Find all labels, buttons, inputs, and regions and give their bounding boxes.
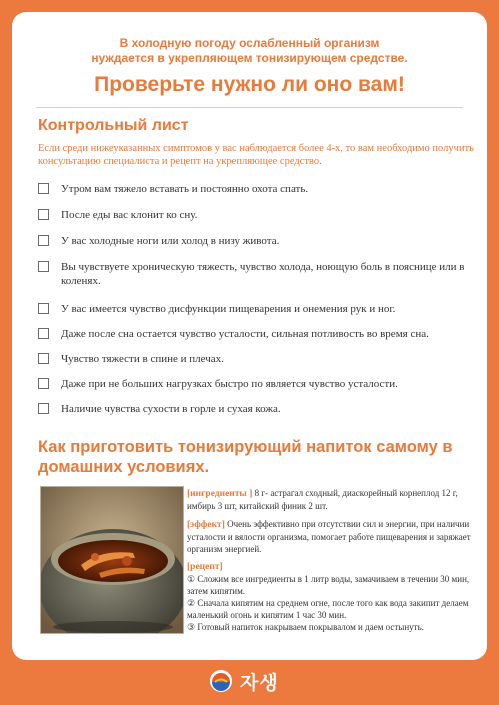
intro-line-2: нуждается в укрепляющем тонизирующем средстве. [91, 51, 408, 65]
checklist-item-label: Даже при не больших нагрузках быстро по является чувство усталости. [61, 378, 398, 390]
recipe-step: ① Сложим все ингредиенты в 1 литр воды, замачиваем в течении 30 мин, затем кипятим. [187, 574, 470, 596]
checklist-item[interactable] [38, 302, 468, 316]
recipe-section-title: Как приготовить тонизирующий напиток самому в домашних условиях. [38, 438, 453, 476]
checklist-item[interactable] [38, 402, 468, 416]
recipe-text [187, 487, 475, 633]
checklist-description: Если среди нижеуказанных симптомов у вас наблюдается более 4-х, то вам необходимо получить консультацию специалиста и рецепт на укрепляющее средство. [38, 143, 474, 167]
checklist-item[interactable] [38, 234, 468, 248]
checklist-item-label: У вас имеется чувство дисфункции пищеварения и онемения рук и ног. [61, 303, 396, 315]
recipe-label: [рецепт] [187, 562, 223, 572]
clay-pot-photo [40, 486, 184, 634]
checkbox-icon[interactable] [38, 235, 49, 246]
checklist-item[interactable] [38, 260, 468, 288]
checklist-item-label: Утром вам тяжело вставать и постоянно охота спать. [61, 183, 309, 195]
checkbox-icon[interactable] [38, 403, 49, 414]
ingredients-label: [ингредиенты ] [187, 489, 253, 499]
brand-text: 자생 [240, 671, 279, 694]
checklist-item[interactable] [38, 377, 468, 391]
checkbox-icon[interactable] [38, 328, 49, 339]
recipe-step: ③ Готовый напиток накрываем покрывалом и даем остынуть. [187, 622, 424, 632]
checklist-title: Контрольный лист [38, 117, 189, 134]
checkbox-icon[interactable] [38, 261, 49, 272]
checklist-item[interactable] [38, 327, 468, 341]
effect-label: [эффект] [187, 520, 225, 530]
checklist-item[interactable] [38, 208, 468, 222]
effect-text: Очень эффективно при отсутствии сил и энергии, при наличии усталости и вялости организма, помогает работе пищеварения и заряжает организм энергией. [187, 519, 471, 554]
jaseng-logo-icon [210, 670, 232, 692]
recipe-step: ② Сначала кипятим на среднем огне, после того как вода закипит делаем маленький огонь и кипятим 1 час 30 мин. [187, 598, 469, 620]
effect-paragraph [187, 518, 475, 555]
checkbox-icon[interactable] [38, 378, 49, 389]
content-card [12, 12, 487, 660]
checklist-item-label: Чувство тяжести в спине и плечах. [61, 353, 224, 365]
checkbox-icon[interactable] [38, 303, 49, 314]
checklist-item-label: Наличие чувства сухости в горле и сухая кожа. [61, 403, 281, 415]
checkbox-icon[interactable] [38, 183, 49, 194]
checklist-item-label: Даже после сна остается чувство усталости, сильная потливость во время сна. [61, 328, 429, 340]
ingredients-paragraph [187, 487, 475, 512]
ingredients-text: 8 г- астрагал сходный, диаскорейный корнеплод 12 г, имбирь 3 шт, китайский финик 2 шт. [187, 488, 458, 511]
checklist-item-label: У вас холодные ноги или холод в низу живота. [61, 235, 280, 247]
checklist-item-label: После еды вас клонит ко сну. [61, 209, 198, 221]
divider [36, 107, 463, 108]
checkbox-icon[interactable] [38, 209, 49, 220]
checklist-item-label: Вы чувствуете хроническую тяжесть, чувство холода, ноющую боль в пояснице или в коленях. [61, 261, 465, 287]
headline: Проверьте нужно ли оно вам! [94, 73, 405, 96]
brand-logo [210, 669, 300, 693]
checklist-item[interactable] [38, 182, 468, 196]
checklist-item[interactable] [38, 352, 468, 366]
checkbox-icon[interactable] [38, 353, 49, 364]
intro-line-1: В холодную погоду ослабленный организм [119, 36, 380, 50]
intro-text [12, 36, 487, 66]
